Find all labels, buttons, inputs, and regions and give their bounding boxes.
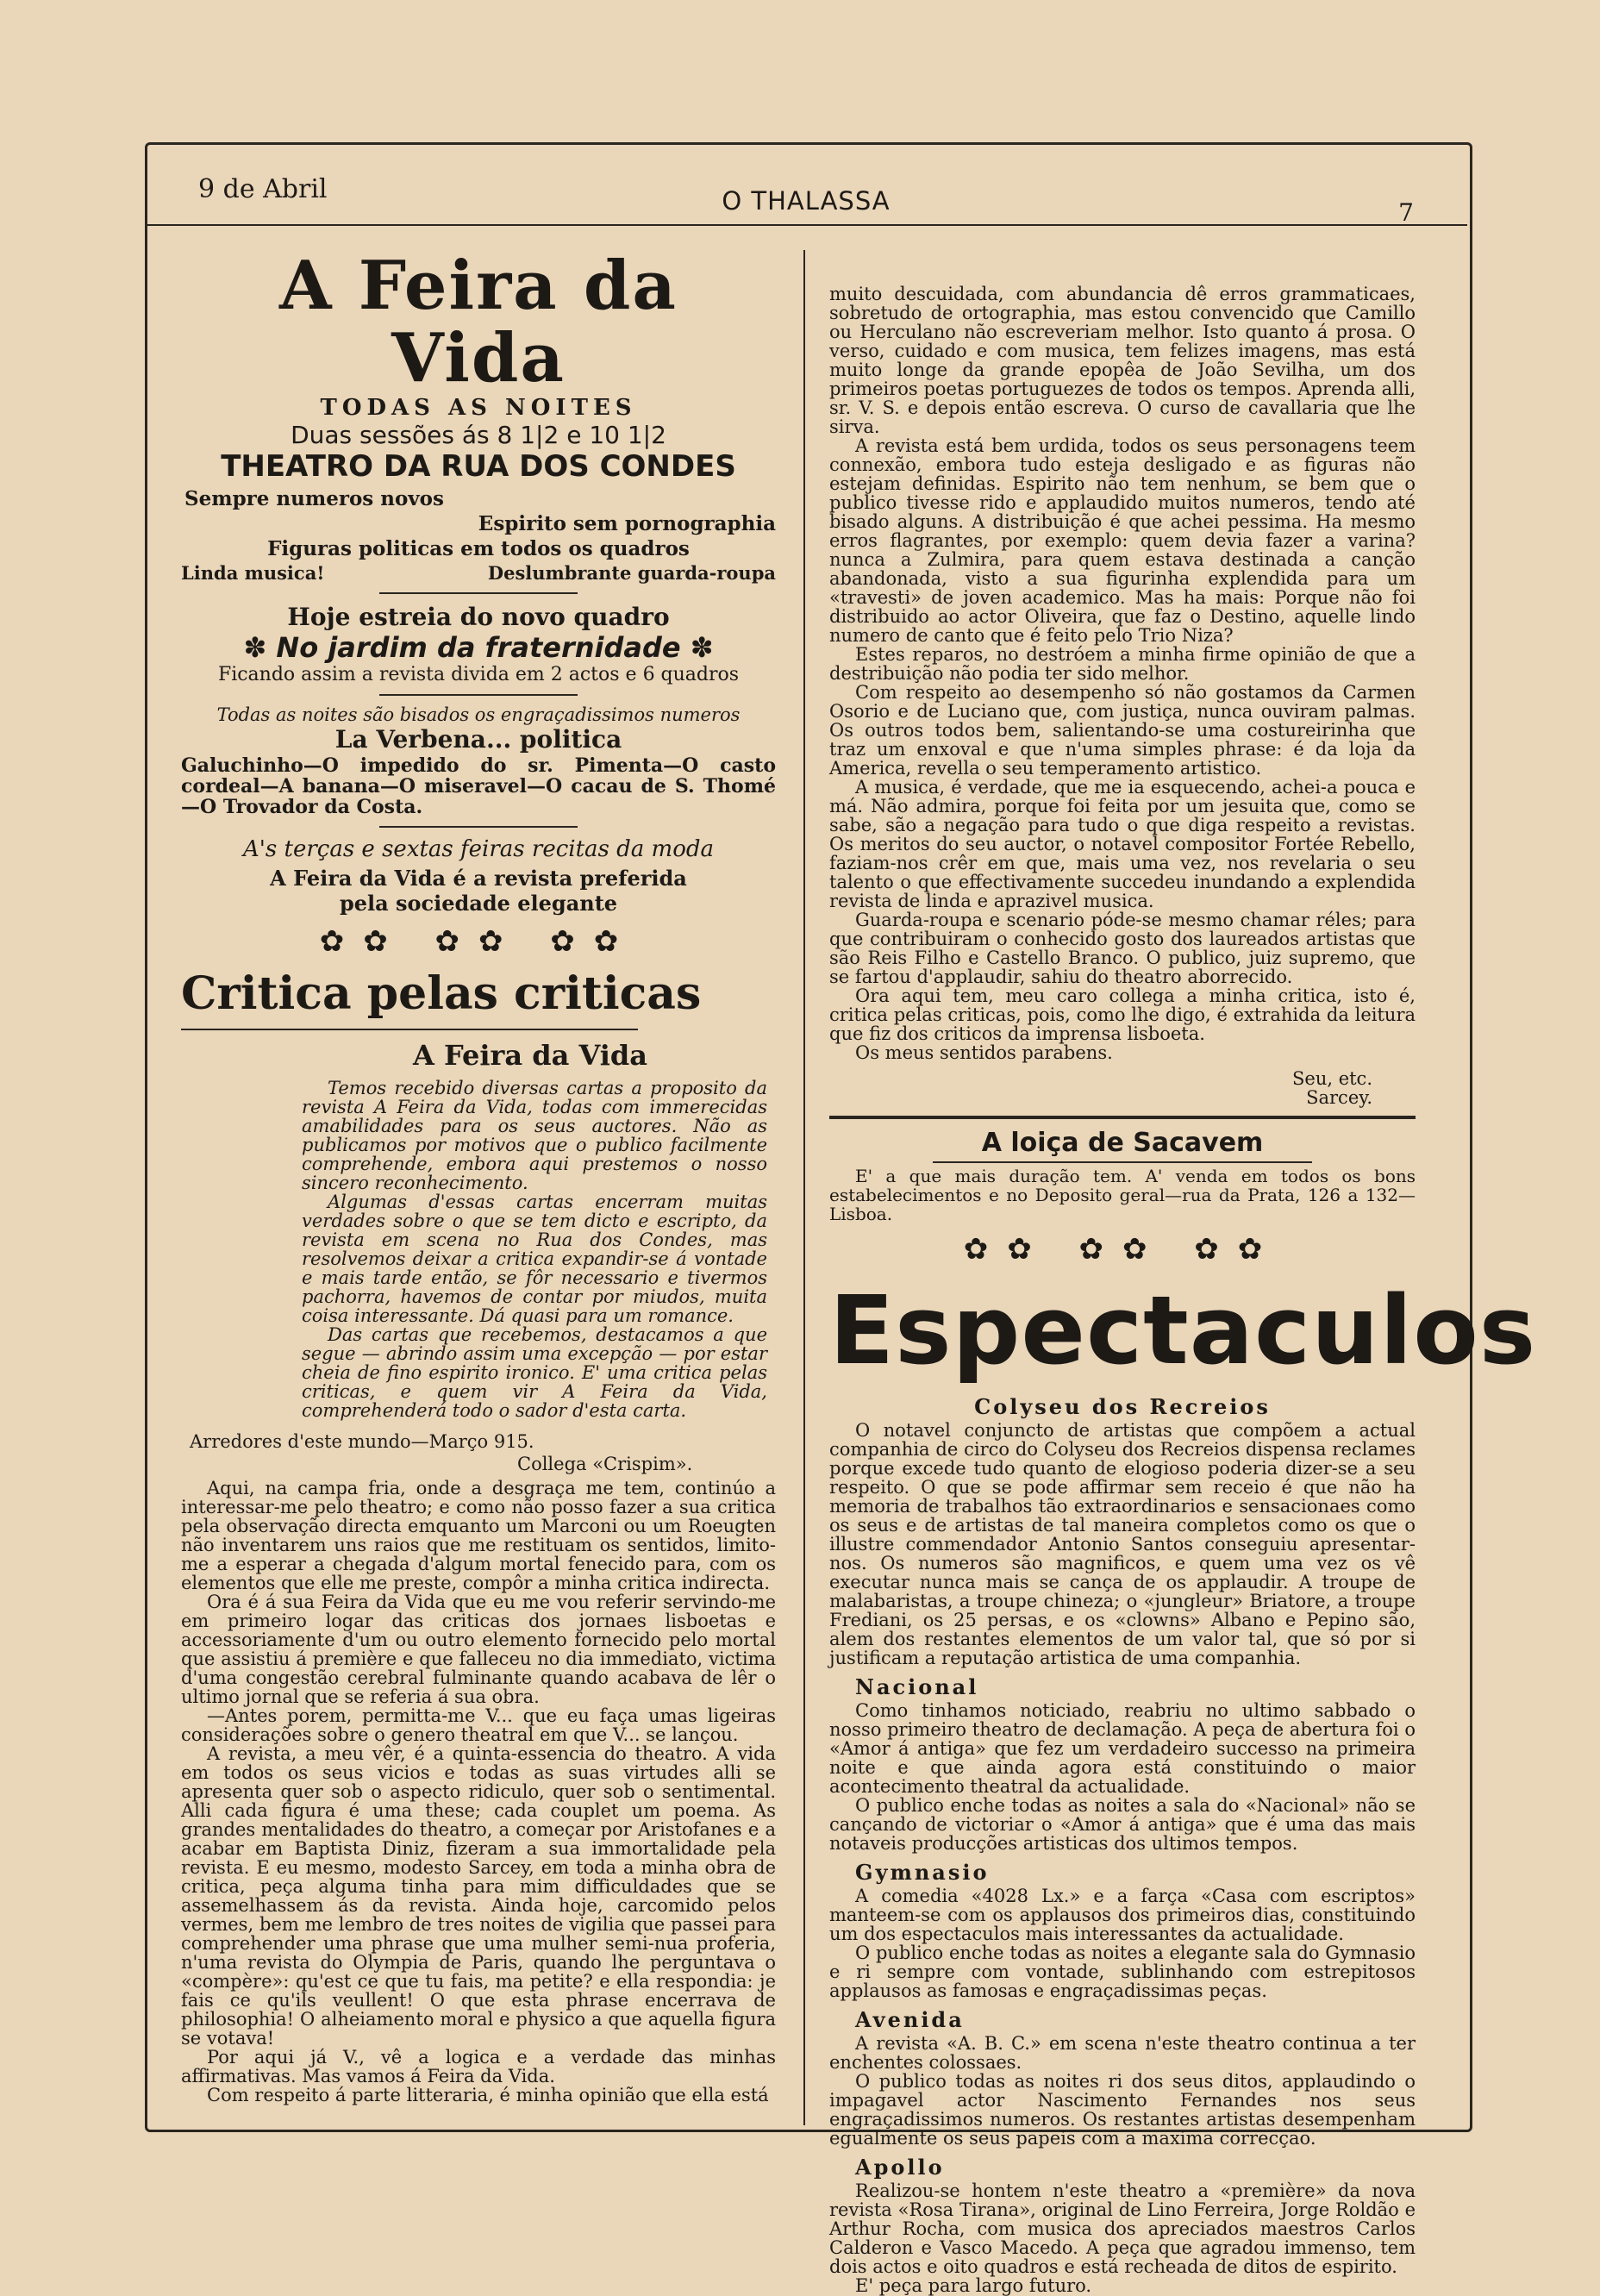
section-para: O notavel conjuncto de artistas que compõem a actual companhia de circo do Colyseu dos Recreios dispensa reclames porque excede tudo quanto de elogioso poderia dizer-se a seu respeito. O que se pode affirmar sem receio é que não ha memoria de trabalhos tão extraordinarios e sensacionaes como os seus e de artistas de tal maneira completos como os que o illustre commendador Antonio Santos conseguiu apresentar-nos. Os numeros são magnificos, e quem uma vez os vê executar nunca mais se cança de os applaudir. A troupe de malabaristas, a troupe chineza; o «jungleur» Briatore, a troupe Frediani, os 25 persas, e os «clowns» Albano e Pepino são, alem dos restantes elementos de um valor tal, que só por si justificam a reputação artistica de uma companhia. (829, 1420, 1416, 1668)
espectaculos-section (829, 1275, 1537, 2296)
ad-bisados: Todas as noites são bisados os engraçadissimos numeros (216, 704, 741, 725)
page-header (145, 164, 1467, 226)
critica-r4: Com respeito ao desempenho só não gostamos da Carmen Osorio e de Luciano que, com justiça, nunca ouviram palmas. Os outros todos bem, salientando-se uma costureirinha que traz um enxoval e que n'uma simples phrase: é da loja da America, revella o seu temperamento artistico. (829, 682, 1416, 779)
critica-p6: Com respeito á parte litteraria, é minha opinião que ella está (207, 2085, 769, 2105)
ad-numeros: Galuchinho—O impedido do sr. Pimenta—O casto cordeal—A banana—O miseravel—O cacau de S. Thomé—O Trovador da Costa. (181, 754, 776, 818)
section-gymnasio (829, 1860, 1416, 2000)
section-nacional (829, 1674, 1416, 1853)
critica-article (181, 967, 776, 2105)
loica-title: A loiça de Sacavem (981, 1128, 1264, 1158)
ornament-divider-2: ✿✿ ✿✿ ✿✿ (963, 1232, 1282, 1267)
section-para: O publico todas as noites ri dos seus ditos, applaudindo o impagavel actor Nascimento Fernandes nos seus engraçadissimos numeros. Os restantes artistas desempenham egualmente os seus papeis com a maxima correcção. (829, 2071, 1416, 2149)
critica-r7: Ora aqui tem, meu caro collega a minha critica, isto é, critica pelas criticas, pois, como lhe digo, é extrahida da leitura que fiz dos criticos da imprensa lisboeta. (829, 985, 1416, 1044)
critica-r6: Guarda-roupa e scenario póde-se mesmo chamar réles; para que contribuiram o conhecido gosto dos laureados artistas que são Reis Filho e Castello Branco. O publico, juiz supremo, que se fartou d'applaudir, sahiu do theatro aborrecido. (829, 910, 1416, 987)
ad-guarda-roupa: Deslumbrante guarda-roupa (487, 562, 776, 584)
ad-preferida-2: pela sociedade elegante (339, 891, 618, 916)
critica-r1: muito descuidada, com abundancia dê erros grammaticaes, sobretudo de ortographia, mas estou convencido que Camillo ou Herculano não escreveriam melhor. Isto quanto á prosa. O verso, cuidado e com musica, tem felizes imagens, mas está muito longe da grande epopêa de João Sevilha, um dos primeiros poetas portuguezes de todos os tempos. Aprenda alli, sr. V. S. e depois então escreva. O curso de cavallaria que lhe sirva. (829, 284, 1416, 437)
page-number: 7 (1398, 198, 1414, 227)
critica-signature: Sarcey. (1306, 1087, 1372, 1108)
left-column (181, 247, 776, 2105)
ad-sessoes: Duas sessões ás 8 1|2 e 10 1|2 (291, 421, 666, 449)
ad-rule-1 (379, 592, 578, 594)
loica-title-rule (933, 1161, 1312, 1163)
section-para: A revista «A. B. C.» em scena n'este theatro continua a ter enchentes colossaes. (829, 2033, 1416, 2073)
critica-r8: Os meus sentidos parabens. (855, 1042, 1113, 1063)
right-column (829, 284, 1537, 2296)
section-para: O publico enche todas as noites a sala do «Nacional» não se cançando de victoriar o «Amor á antiga» que é uma das mais notaveis producções artisticas dos ultimos tempos. (829, 1795, 1416, 1854)
critica-p1: Aqui, na campa fria, onde a desgraça me tem, continúo a interessar-me pelo theatro; e como não posso fazer a sua critica pela observação directa emquanto um Marconi ou um Roeugten não inventarem uns raios que me restituam os sentidos, limito-me a esperar a chegada d'algum mortal fenecido para, com os elementos que elle me preste, compôr a minha critica indirecta. (181, 1478, 776, 1593)
ad-title: A Feira da Vida (279, 247, 678, 397)
critica-rule (181, 1029, 638, 1030)
section-colyseu (829, 1394, 1416, 1667)
ad-linda-musica: Linda musica! (181, 562, 325, 584)
section-head: Apollo (855, 2155, 945, 2180)
section-apollo (829, 2155, 1416, 2295)
critica-p2: Ora é á sua Feira da Vida que eu me vou referir servindo-me em primeiro logar das criticas dos jornaes lisboetas e accessoriamente d'um ou outro elemento fornecido pelo mortal que assistiu á première e que falleceu no dia immediato, victima d'uma congestão cerebral fulminante quando acabava de lêr o ultimo jornal que se referia á sua obra. (181, 1592, 776, 1707)
ad-ficando: Ficando assim a revista divida em 2 actos e 6 quadros (217, 664, 740, 685)
ad-preferida-1: A Feira da Vida é a revista preferida (270, 866, 687, 891)
critica-dateline: Arredores d'este mundo—Março 915. (190, 1431, 534, 1452)
ad-jardim (181, 631, 776, 664)
ad-theatro: THEATRO DA RUA DOS CONDES (221, 449, 736, 484)
critica-p5: Por aqui já V., vê a logica e a verdade das minhas affirmativas. Mas vamos á Feira da Vida. (181, 2047, 776, 2086)
section-para: Como tinhamos noticiado, reabriu no ultimo sabbado o nosso primeiro theatro de declamação. A peça de abertura foi o «Amor á antiga» que fez um verdadeiro successo na primeira noite e que ainda agora está constituindo o maior acontecimento theatral da actualidade. (829, 1700, 1416, 1797)
loica-advertisement (829, 1128, 1416, 1223)
critica-closing: Seu, etc. (1292, 1068, 1372, 1089)
critica-p3: —Antes porem, permitta-me V... que eu faça umas ligeiras considerações sobre o genero theatral em que V... se lançou. (181, 1705, 776, 1745)
section-para: A comedia «4028 Lx.» e a farça «Casa com escriptos» manteem-se com os applausos dos primeiros dias, constituindo um dos espectaculos mais interessantes da actualidade. (829, 1886, 1416, 1944)
critica-intro-3: Das cartas que recebemos, destacamos a que segue — abrindo assim uma excepção — por estar cheia de fino espirito ironico. E' uma critica pelas criticas, e quem vir A Feira da Vida, comprehenderá todo o sador d'esta carta. (302, 1324, 767, 1421)
critica-continuation (829, 285, 1416, 1107)
ad-line-2: Espirito sem pornographia (478, 512, 776, 535)
critica-intro-2: Algumas d'essas cartas encerram muitas verdades sobre o que se tem dicto e escripto, da revista em scena no Rua dos Condes, mas resolvemos deixar a critica expandir-se á vontade e mais tarde então, se fôr necessario e tivermos pachorra, havemos de contar por miudos, muita coisa interessante. Dá quasi para um romance. (302, 1192, 767, 1326)
critica-subtitle: A Feira da Vida (413, 1039, 647, 1072)
ad-verbena: La Verbena... politica (334, 725, 622, 754)
ad-estreia: Hoje estreia do novo quadro (287, 603, 670, 631)
loica-rule (829, 1116, 1416, 1119)
flower-icon: ✽ (680, 631, 714, 664)
section-para: O publico enche todas as noites a elegante sala do Gymnasio e ri sempre com vontade, sublinhando com estrepitosos applausos as famosas e engraçadissimas peças. (829, 1943, 1416, 2001)
ad-line-1: Sempre numeros novos (184, 487, 444, 510)
issue-date: 9 de Abril (198, 174, 328, 204)
feira-advertisement (181, 247, 776, 916)
ad-tercas: A's terças e sextas feiras recitas da moda (242, 836, 715, 862)
critica-r3: Estes reparos, no destróem a minha firme opinião de que a destribuição não podia ter sido melhor. (829, 644, 1416, 684)
critica-r2: A revista está bem urdida, todos os seus personagens teem connexão, embora tudo esteja desligado e as figuras não estejam definidas. Espirito não tem nenhum, se bem que o publico tivesse rido e applaudido muitos numeros, tendo até bisado alguns. A distribuição é que achei pessima. Ha mesmo erros flagrantes, por exemplo: quem devia fazer a varina? nunca a Zulmira, para quem estava destinada a canção abandonada, visto a sua figurinha explendida para um «travesti» de joven academico. Mas ha mais: Porque não foi distribuido ao actor Oliveira, que faz o Destino, aquelle lindo numero de canto que é feito pelo Trio Niza? (829, 435, 1416, 646)
ad-jardim-text: No jardim da fraternidade (276, 631, 681, 664)
ad-line-4 (181, 562, 776, 584)
espectaculos-title: Espectaculos (829, 1275, 1537, 1386)
ad-line-3: Figuras politicas em todos os quadros (267, 537, 690, 560)
section-head: Avenida (855, 2007, 965, 2032)
critica-r5: A musica, é verdade, que me ia esquecendo, achei-a pouca e má. Não admira, porque foi feita por um jesuita que, como se sabe, são a negação para tudo o que diga respeito a revistas. Os meritos do seu auctor, o notavel compositor Fortée Rebello, faziam-nos crêr em que, mais uma vez, nos revelaria o seu talento o que effectivamente succedeu inundando a explendida revista de linda e aprazivel musica. (829, 777, 1416, 911)
critica-intro-1: Temos recebido diversas cartas a proposito da revista A Feira da Vida, todas com immerecidas amabilidades para os seus auctores. Não as publicamos por motivos que o publico facilmente comprehende, embora aqui prestemos o nosso sincero reconhecimento. (302, 1078, 767, 1193)
newspaper-title: O THALASSA (722, 186, 891, 216)
flower-icon: ✽ (243, 631, 277, 664)
section-para: E' peça para largo futuro. (855, 2275, 1092, 2296)
ad-rule-2 (379, 694, 578, 696)
loica-text: E' a que mais duração tem. A' venda em todos os bons estabelecimentos e no Deposito geral—rua da Prata, 126 a 132—Lisboa. (829, 1166, 1416, 1224)
ornament-divider: ✿✿ ✿✿ ✿✿ (319, 924, 638, 959)
ad-rule-3 (379, 826, 578, 828)
section-para: Realizou-se hontem n'este theatro a «première» da nova revista «Rosa Tirana», original de Lino Ferreira, Jorge Roldão e Arthur Rocha, com musica dos apreciados maestros Carlos Calderon e Vasco Macedo. A peça que agradou immenso, tem dois actos e oito quadros e está recheada de ditos de espirito. (829, 2180, 1416, 2277)
ad-todas-noites: TODAS AS NOITES (320, 395, 637, 421)
section-avenida (829, 2007, 1416, 2148)
section-head: Colyseu dos Recreios (974, 1394, 1271, 1419)
section-head: Gymnasio (855, 1860, 990, 1885)
critica-salutation: Collega «Crispim». (517, 1454, 693, 1474)
section-head: Nacional (855, 1674, 979, 1699)
critica-p4: A revista, a meu vêr, é a quinta-essencia do theatro. A vida em todos os seus vicios e todas as suas virtudes alli se apresenta quer sob o aspecto ridiculo, quer sob o sentimental. Alli cada figura é uma these; cada couplet um poema. As grandes mentalidades do theatro, a começar por Aristofanes e a acabar em Baptista Diniz, fizeram a sua immortalidade pela revista. E eu mesmo, modesto Sarcey, em toda a minha obra de critica, peça alguma tinha para mim difficuldades que se assemelhassem ás da revista. Ainda hoje, carcomido pelos vermes, bem me lembro de tres noites de vigilia que passei para comprehender uma phrase que uma mulher semi-nua proferia, n'uma revista do Olympia de Paris, quando lhe perguntava o «compère»: qu'est ce que tu fais, ma petite? e ella respondia: je fais ce qu'ils veullent! O que esta phrase encerrava de philosophia! O alheiamento moral e physico a que aquella figura se votava! (181, 1743, 776, 2049)
critica-title: Critica pelas criticas (181, 967, 702, 1020)
column-divider (803, 250, 805, 2125)
critica-intro (181, 1079, 776, 1420)
